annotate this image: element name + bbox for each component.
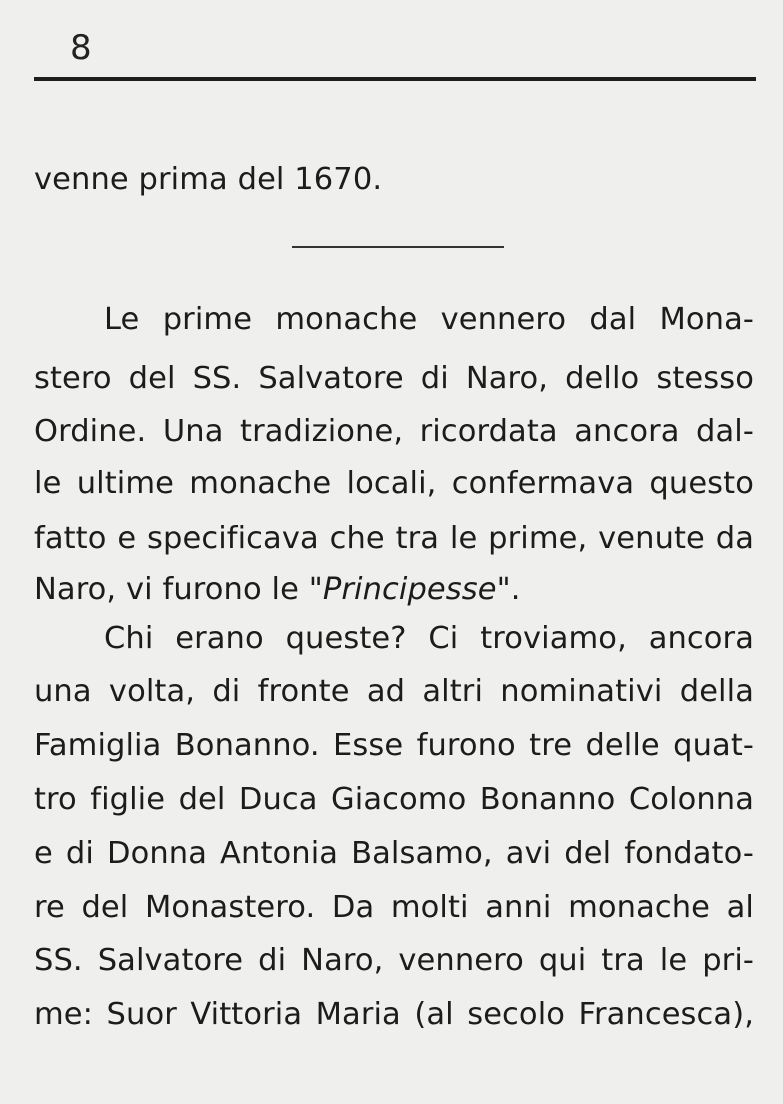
text-line	[34, 570, 754, 610]
text-line: fatto e specificava che tra le prime, venute da	[34, 521, 754, 556]
text-line: SS. Salvatore di Naro, vennero qui tra le pri-	[34, 943, 754, 978]
text-line: venne prima del 1670.	[34, 162, 383, 197]
text-line: re del Monastero. Da molti anni monache al	[34, 890, 754, 925]
text-line: tro figlie del Duca Giacomo Bonanno Colonna	[34, 782, 754, 817]
page-number: 8	[70, 28, 92, 68]
text-line: Ordine. Una tradizione, ricordata ancora dal-	[34, 414, 754, 449]
text-line: e di Donna Antonia Balsamo, avi del fondato-	[34, 836, 754, 871]
text-line: me: Suor Vittoria Maria (al secolo Francesca),	[34, 997, 754, 1032]
text-line: una volta, di fronte ad altri nominativi della	[34, 674, 754, 709]
text-fragment: Naro, vi furono le	[34, 572, 309, 607]
text-fragment: .	[510, 572, 521, 607]
text-line: Chi erano queste? Ci troviamo, ancora	[104, 621, 754, 656]
text-line: stero del SS. Salvatore di Naro, dello stesso	[34, 361, 754, 396]
section-separator	[292, 246, 504, 248]
text-line: Famiglia Bonanno. Esse furono tre delle quat-	[34, 728, 754, 763]
italic-term: "Principesse"	[308, 572, 511, 607]
text-line: le ultime monache locali, confermava questo	[34, 466, 754, 501]
text-line: Le prime monache vennero dal Mona-	[104, 302, 754, 337]
header-rule	[34, 77, 756, 81]
